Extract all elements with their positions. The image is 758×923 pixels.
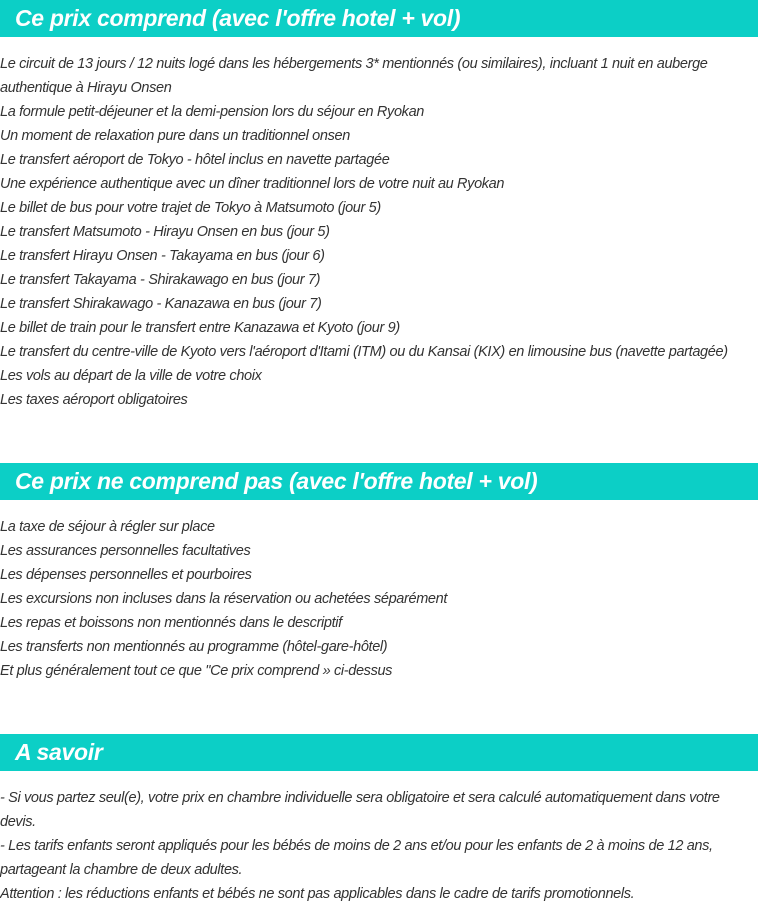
list-item: Les excursions non incluses dans la réservation ou achetées séparément: [0, 591, 448, 607]
list-item: Et plus généralement tout ce que "Ce prix comprend » ci-dessus: [0, 663, 393, 679]
list-item: Le transfert du centre-ville de Kyoto vers l'aéroport d'Itami (ITM) ou du Kansai (KIX) en limousine bus (navette partagée): [0, 344, 728, 360]
list-item: La taxe de séjour à régler sur place: [0, 519, 215, 535]
list-item: Les dépenses personnelles et pourboires: [0, 567, 252, 583]
list-item: Le transfert Matsumoto - Hirayu Onsen en bus (jour 5): [0, 224, 330, 240]
list-item: Une expérience authentique avec un dîner traditionnel lors de votre nuit au Ryokan: [0, 176, 505, 192]
list-item: - Les tarifs enfants seront appliqués pour les bébés de moins de 2 ans et/ou pour les enfants de 2 à moins de 12 ans, partageant la chambre de deux adultes.: [0, 838, 713, 878]
list-item: Le transfert Shirakawago - Kanazawa en bus (jour 7): [0, 296, 322, 312]
list-item: Le transfert aéroport de Tokyo - hôtel inclus en navette partagée: [0, 152, 390, 168]
list-item: Un moment de relaxation pure dans un traditionnel onsen: [0, 128, 350, 144]
list-item: Les transferts non mentionnés au programme (hôtel-gare-hôtel): [0, 639, 388, 655]
good-to-know-heading: A savoir: [0, 734, 758, 771]
list-item: Le transfert Hirayu Onsen - Takayama en bus (jour 6): [0, 248, 325, 264]
list-item: Le billet de bus pour votre trajet de Tokyo à Matsumoto (jour 5): [0, 200, 381, 216]
list-item: - Si vous partez seul(e), votre prix en chambre individuelle sera obligatoire et sera calculé automatiquement dans votre devis.: [0, 790, 720, 830]
excludes-heading: Ce prix ne comprend pas (avec l'offre hotel + vol): [0, 463, 758, 500]
excludes-list: [0, 515, 758, 683]
list-item: Le transfert Takayama - Shirakawago en bus (jour 7): [0, 272, 321, 288]
list-item: Les repas et boissons non mentionnés dans le descriptif: [0, 615, 342, 631]
good-to-know-list: [0, 786, 758, 906]
list-item: Les assurances personnelles facultatives: [0, 543, 251, 559]
list-item: Les taxes aéroport obligatoires: [0, 392, 188, 408]
includes-heading: Ce prix comprend (avec l'offre hotel + vol): [0, 0, 758, 37]
includes-list: [0, 52, 758, 412]
list-item: Le billet de train pour le transfert entre Kanazawa et Kyoto (jour 9): [0, 320, 400, 336]
list-item: Le circuit de 13 jours / 12 nuits logé dans les hébergements 3* mentionnés (ou similaires), incluant 1 nuit en auberge authentique à Hirayu Onsen: [0, 56, 708, 96]
list-item: Attention : les réductions enfants et bébés ne sont pas applicables dans le cadre de tarifs promotionnels.: [0, 886, 635, 902]
list-item: La formule petit-déjeuner et la demi-pension lors du séjour en Ryokan: [0, 104, 424, 120]
list-item: Les vols au départ de la ville de votre choix: [0, 368, 262, 384]
